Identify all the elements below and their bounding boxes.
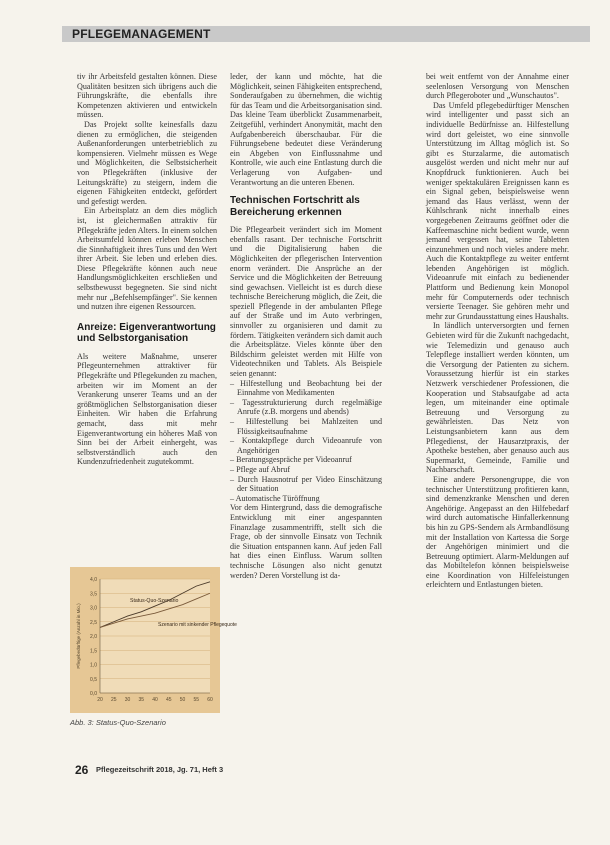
bullet-item: – Pflege auf Abruf xyxy=(230,465,382,475)
page-number: 26 xyxy=(75,763,89,777)
y-tick-label: 1,5 xyxy=(90,648,97,655)
column-1 xyxy=(77,72,217,467)
x-tick-label: 20 xyxy=(97,697,103,703)
col1-paragraph-3: Ein Arbeitsplatz an dem dies möglich ist, ist gleichermaßen attraktiv für Pflegekräfte jeden Alters. In einem solchen Arbeitsumfeld können erleben Menschen die Sinnhaftigkeit ihres Tuns und den Wert ihrer Arbeit. Sie leben und erleben dies. Diese Pflegekräfte können auch neue Handlungsmöglichkeiten erschließen und selbstbewusst begegneten. Sie sind nicht mehr nur „Befehlsempfänger". Sie kennen und nutzen ihre eigenen Ressourcen. xyxy=(77,206,217,312)
chart-figure xyxy=(70,567,237,713)
journal-source: Pflegezeitschrift 2018, Jg. 71, Heft 3 xyxy=(96,765,224,774)
bullet-item: – Hilfestellung bei Mahlzeiten und Flüssigkeitsaufnahme xyxy=(230,417,382,436)
chart-caption: Abb. 3: Status-Quo-Szenario xyxy=(70,718,166,727)
col2-heading: Technischen Fortschritt als Bereicherung erkennen xyxy=(230,195,360,218)
x-tick-label: 35 xyxy=(138,697,145,703)
col1-paragraph-2: Das Projekt sollte keinesfalls dazu dienen zu ermöglichen, die steigenden Außenanforderungen unterbetrieblich zu kompensieren. Vielmehr müssen es Wege und Möglichkeiten, die Selbstsicherheit von Pflegekräften (inklusive der Leitungskräfte) zu steigern, indem die eigenen Fähigkeiten entdeckt, gefördert und gefestigt werden. xyxy=(77,119,217,206)
col1-heading: Anreize: Eigenverantwortung und Selbstorganisation xyxy=(77,321,216,345)
y-tick-label: 2,5 xyxy=(90,619,97,626)
col3-paragraph-4: Eine andere Personengruppe, die von technischer Unterstützung profitieren kann, sind demenzkranke Menschen und deren Angehörige. Angepasst an den Hilfebedarf wird durch automatische Hinfallerkennung bis hin zu GPS-Sendern als Armbandlösung mit der Installation von Kartessa die Sorge der Angehörigen minimiert und die Betreuung optimiert. Alarm-Meldungen auf das Mobiltelefon können beispielsweise eine Koordination von Hilfeleistungen erleichtern und Entlastungen bieten. xyxy=(426,474,569,590)
y-tick-label: 1,0 xyxy=(90,662,97,669)
line-chart xyxy=(70,567,237,713)
y-tick-label: 2,0 xyxy=(90,634,97,640)
column-3 xyxy=(426,72,569,590)
bullet-item: – Kontaktpflege durch Videoanrufe von Angehörigen xyxy=(230,436,382,455)
column-2 xyxy=(230,72,382,580)
x-tick-label: 40 xyxy=(152,697,158,703)
x-tick-label: 30 xyxy=(124,697,131,703)
bullet-item: – Hilfestellung und Beobachtung bei der Einnahme von Medikamenten xyxy=(230,379,382,398)
y-axis-label: Pflegebedürftige (Anzahl in Mio.) xyxy=(76,603,81,669)
bullet-item: – Durch Hausnotruf per Video Einschätzung der Situation xyxy=(230,475,382,494)
bullet-item: – Automatische Türöffnung xyxy=(230,494,382,504)
section-label: PFLEGEMANAGEMENT xyxy=(72,27,211,41)
y-tick-label: 3,5 xyxy=(90,591,97,598)
col2-bullet-list xyxy=(230,379,382,504)
bullet-item: – Tagesstrukturierung durch regelmäßige Anrufe (z.B. morgens und abends) xyxy=(230,398,382,417)
x-tick-label: 25 xyxy=(110,697,117,703)
col2-paragraph-1: leder, der kann und möchte, hat die Möglichkeit, seinen Fähigkeiten entsprechend, Sonderaufgaben zu übernehmen, die wichtig für das Team und die Arbeitsorganisation sind. Das kleine Team überblickt Zusammenarbeit, Zeitgefühl, verhindert Anonymität, macht den Aufgabenbereich überschaubar. Für die Führungsebene bedeutet diese Veränderung ein Abgeben von Einflussnahme und Kontrolle, wie auch eine Entlastung durch die Verlagerung von Aufgaben- und Verantwortung an die unteren Ebenen. xyxy=(230,72,382,187)
series-label: Szenario mit sinkender Pflegequote xyxy=(158,622,237,629)
y-tick-label: 3,0 xyxy=(90,605,97,612)
col3-paragraph-3: In ländlich unterversorgten und fernen Gebieten wird für die Zukunft nachgedacht, wie Telemedizin und genauso auch Telepflege installiert werden könnten, um die Versorgung der Patienten zu sichern. Voraussetzung hierfür ist ein starkes Netzwerk verschiedener Professionen, die Kooperation und Stabsaufgabe ad acta legen, um miteinander eine optimale Betreuung und Versorgung zu gewährleisten. Das Netz von Leistungsanbietern kann aus dem Pflegedienst, der Hausarztpraxis, der Apotheke bestehen, aber genauso auch aus Supermarkt, Gemeinde, Familie und Nachbarschaft. xyxy=(426,321,569,475)
col3-paragraph-2: Das Umfeld pflegebedürftiger Menschen wird intelligenter und passt sich an individuelle Bedürfnisse an. Hilfestellung wird dort geleistet, wo eine sinnvolle Unterstützung im Alltag möglich ist. So gibt es Sturzalarme, die automatisch ausgelöst werden und nicht mehr nur auf Knopfdruck funktionieren. Auch bei weniger spektakulären Ereignissen kann es ein Signal geben, beispielsweise wenn jemand das Haus verlässt, wenn der Kühlschrank nicht innerhalb eines vorgegebenen Zeitraums geöffnet oder die Kaffeemaschine nicht bedient wurde, wenn jemand vergessen hat, seine Tabletten einzunehmen und noch vieles andere mehr. Auch die Kontaktpflege zu weiter entfernt lebenden Angehörigen ist möglich. Videoanrufe mit einfach zu bedienender Plattform und Bedienung kein Monopol mehr für Computernerds oder technisch versierte Teenager. Sie gehören mehr und mehr zur Grundausstattung eines Haushalts. xyxy=(426,100,569,321)
bullet-item: – Beratungsgespräche per Videoanruf xyxy=(230,455,382,465)
y-tick-label: 0,0 xyxy=(90,691,97,697)
y-tick-label: 0,5 xyxy=(90,676,97,683)
col1-paragraph-1: tiv ihr Arbeitsfeld gestalten können. Diese Qualitäten besitzen sich übrigens auch die Führungskräfte, die ebenfalls ihre Kompetenzen aktivieren und entwickeln müssen. xyxy=(77,72,217,120)
x-tick-label: 55 xyxy=(193,697,200,703)
y-tick-label: 4,0 xyxy=(90,577,97,583)
series-label: Status-Quo-Szenario xyxy=(130,597,179,604)
col1-paragraph-4: Als weitere Maßnahme, unserer Pflegeunternehmen attraktiver für Pflegekräfte und Pflegekunden zu machen, arbeiten wir im Moment an der Verankerung unserer Teams und an der größtmöglichen Selbstorganisation dieser Einheiten. Wir haben die Erfahrung gemacht, dass mit mehr Eigenverantwortung ein höheres Maß von Sinn bei der Arbeit einhergeht, was selbstverständlich auch den Kundenzufriedenheit zugutekommt. xyxy=(77,351,217,467)
col2-paragraph-2: Die Pflegearbeit verändert sich im Moment ebenfalls rasant. Der technische Fortschritt und die Digitalisierung haben die Möglichkeiten der pflegerischen Intervention enorm verändert. Die Ansprüche an der Service und die Möglichkeiten der Betreuung sind gewachsen. Vielleicht ist es durch diese technische Bereicherung möglich, die Zeit, die speziell Pflegende in der ambulanten Pflege auf der Straße und im Auto verbringen, sinnvoller zu organisieren und damit zu fördern. Tätigkeiten verändern sich damit auch die Arbeitsplätze. Vieles könnte über den Bildschirm geleistet werden mit Hilfe von Videotechniken und Tablets. Als Beispiele seien genannt: xyxy=(230,225,382,379)
col2-paragraph-3: Vor dem Hintergrund, dass die demografische Entwicklung mit einer angespannten Finanzlage zusammentrifft, stellt sich die Frage, ob der sinnvolle Einsatz von Technik die Situation entspannen kann. Auf jeden Fall hat dies einen Einfluss. Warum sollten technische Lösungen also nicht genutzt werden? Deren Vorstellung ist da- xyxy=(230,503,382,580)
x-tick-label: 50 xyxy=(179,697,186,703)
x-tick-label: 45 xyxy=(165,697,172,703)
col3-paragraph-1: bei weit entfernt von der Annahme einer seelenlosen Versorgung von Menschen durch Pflegeroboter und „Wunschautos". xyxy=(426,72,569,101)
x-tick-label: 60 xyxy=(207,697,213,703)
